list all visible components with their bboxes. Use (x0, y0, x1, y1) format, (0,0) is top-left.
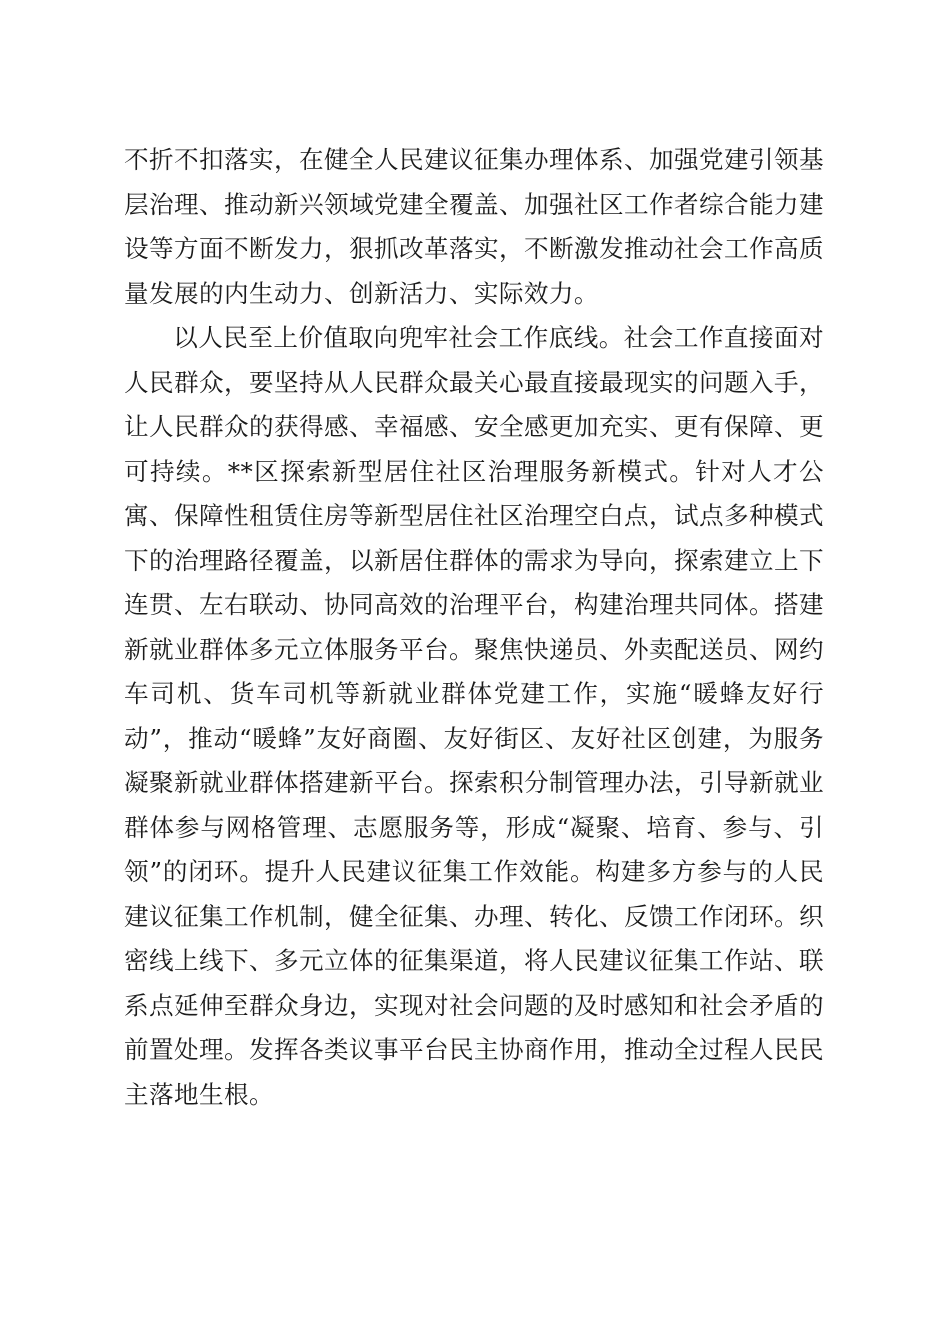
paragraph-continuation: 不折不扣落实，在健全人民建议征集办理体系、加强党建引领基层治理、推动新兴领域党建全覆盖、加强社区工作者综合能力建设等方面不断发力，狠抓改革落实，不断激发推动社会工作高质量发展的内生动力、创新活力、实际效力。 (124, 145, 824, 308)
paragraph-people-first: 以人民至上价值取向兜牢社会工作底线。社会工作直接面对人民群众，要坚持从人民群众最关心最直接最现实的问题入手，让人民群众的获得感、幸福感、安全感更加充实、更有保障、更可持续。**区探索新型居住社区治理服务新模式。针对人才公寓、保障性租赁住房等新型居住社区治理空白点，试点多种模式下的治理路径覆盖，以新居住群体的需求为导向，探索建立上下连贯、左右联动、协同高效的治理平台，构建治理共同体。搭建新就业群体多元立体服务平台。聚焦快递员、外卖配送员、网约车司机、货车司机等新就业群体党建工作，实施“暖蜂友好行动”，推动“暖蜂”友好商圈、友好街区、友好社区创建，为服务凝聚新就业群体搭建新平台。探索积分制管理办法，引导新就业群体参与网格管理、志愿服务等，形成“凝聚、培育、参与、引领”的闭环。提升人民建议征集工作效能。构建多方参与的人民建议征集工作机制，健全征集、办理、转化、反馈工作闭环。织密线上线下、多元立体的征集渠道，将人民建议征集工作站、联系点延伸至群众身边，实现对社会问题的及时感知和社会矛盾的前置处理。发挥各类议事平台民主协商作用，推动全过程人民民主落地生根。 (124, 323, 824, 1109)
body-text (124, 138, 824, 1117)
